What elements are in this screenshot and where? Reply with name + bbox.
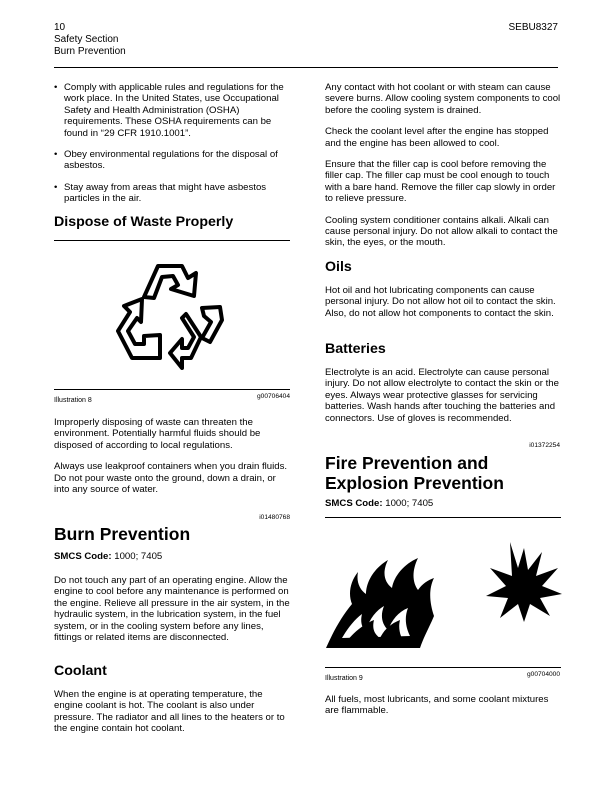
header-rule: [54, 67, 558, 68]
flame-icon: [326, 538, 436, 650]
heading-dispose-waste: Dispose of Waste Properly: [54, 214, 234, 230]
coolant-continued: [325, 82, 561, 259]
paragraph: Always use leakproof containers when you drain fluids. Do not pour waste onto the ground, down a drain, or into any source of water.: [54, 461, 288, 496]
burn-ref-code: i01480768: [259, 514, 290, 521]
heading-burn-prevention: Burn Prevention: [54, 524, 191, 544]
paragraph: Any contact with hot coolant or with steam can cause severe burns. Allow cooling system components to cool before the cooling system is drained.: [325, 82, 561, 116]
illustration-rule: [54, 389, 290, 390]
section-rule: [54, 240, 290, 241]
illustration-8-code: g00706404: [256, 393, 290, 400]
illustration-rule: [325, 667, 561, 668]
bullet-marker: •: [54, 149, 58, 161]
asbestos-bullet-list: [54, 82, 290, 215]
heading-fire-prevention: Fire Prevention and Explosion Prevention: [325, 453, 504, 493]
fire-ref-code: i01372254: [529, 442, 560, 449]
bullet-marker: •: [54, 181, 58, 193]
burn-smcs-code: SMCS Code: 1000; 7405: [54, 551, 163, 562]
page-header: [54, 22, 126, 58]
heading-coolant: Coolant: [54, 663, 107, 679]
recycle-icon: [110, 252, 234, 370]
paragraph: Check the coolant level after the engine has stopped and the engine has been allowed to cool.: [325, 126, 549, 149]
batteries-paragraph: Electrolyte is an acid. Electrolyte can cause personal injury. Do not allow electrolyte to contact the skin or the eyes. Always wear protective glasses for servicing batteries. Wash hands after touching the batteries and connectors. Use of gloves is recommended.: [325, 367, 559, 424]
page-number: 10: [54, 22, 66, 33]
heading-batteries: Batteries: [325, 341, 386, 357]
fire-smcs-code: SMCS Code: 1000; 7405: [325, 498, 434, 509]
document-id: SEBU8327: [508, 22, 558, 33]
burn-paragraph: Do not touch any part of an operating engine. Allow the engine to cool before any maintenance is performed on the engine. Relieve all pressure in the air system, in the hydraulic system, in the lubrication system, in the fuel system, or in the cooling system before any lines, fittings or related items are disconnected.: [54, 575, 290, 644]
oils-paragraph: Hot oil and hot lubricating components can cause personal injury. Do not allow hot oil to contact the skin. Also, do not allow hot components to contact the skin.: [325, 285, 556, 319]
paragraph: Cooling system conditioner contains alkali. Alkali can cause personal injury. Do not allow alkali to contact the skin, the eyes, or the mouth.: [325, 214, 558, 249]
illustration-9-label: Illustration 9: [325, 675, 363, 682]
illustration-9-code: g00704000: [526, 671, 560, 678]
coolant-paragraph: When the engine is at operating temperature, the engine coolant is hot. The coolant is also under pressure. The radiator and all lines to the heaters or to the engine contain hot coolant.: [54, 689, 285, 735]
waste-paragraphs: [54, 417, 290, 505]
paragraph: Improperly disposing of waste can threaten the environment. Potentially harmful fluids should be disposed of according to local regulations.: [54, 417, 261, 451]
paragraph: Ensure that the filler cap is cool before removing the filler cap. The filler cap must be cool enough to touch with a bare hand. Remove the filler cap slowly in order to relieve pressure.: [325, 159, 556, 205]
illustration-8-label: Illustration 8: [54, 397, 92, 404]
bullet-item: • Stay away from areas that might have asbestos particles in the air.: [54, 181, 267, 205]
section-title: Safety Section: [54, 34, 119, 45]
bullet-item: • Obey environmental regulations for the disposal of asbestos.: [54, 149, 278, 172]
subsection-title: Burn Prevention: [54, 46, 126, 57]
bullet-item: • Comply with applicable rules and regulations for the work place. In the United States, use Occupational Safety and Health Administration (OSHA) requirements. These OSHA requirements can be found in “29 CFR 1910.1001”.: [54, 82, 284, 139]
fire-paragraph: All fuels, most lubricants, and some coolant mixtures are flammable.: [325, 694, 549, 717]
section-rule: [325, 517, 561, 518]
bullet-marker: •: [54, 82, 58, 93]
explosion-icon: [486, 542, 562, 622]
heading-oils: Oils: [325, 259, 352, 275]
